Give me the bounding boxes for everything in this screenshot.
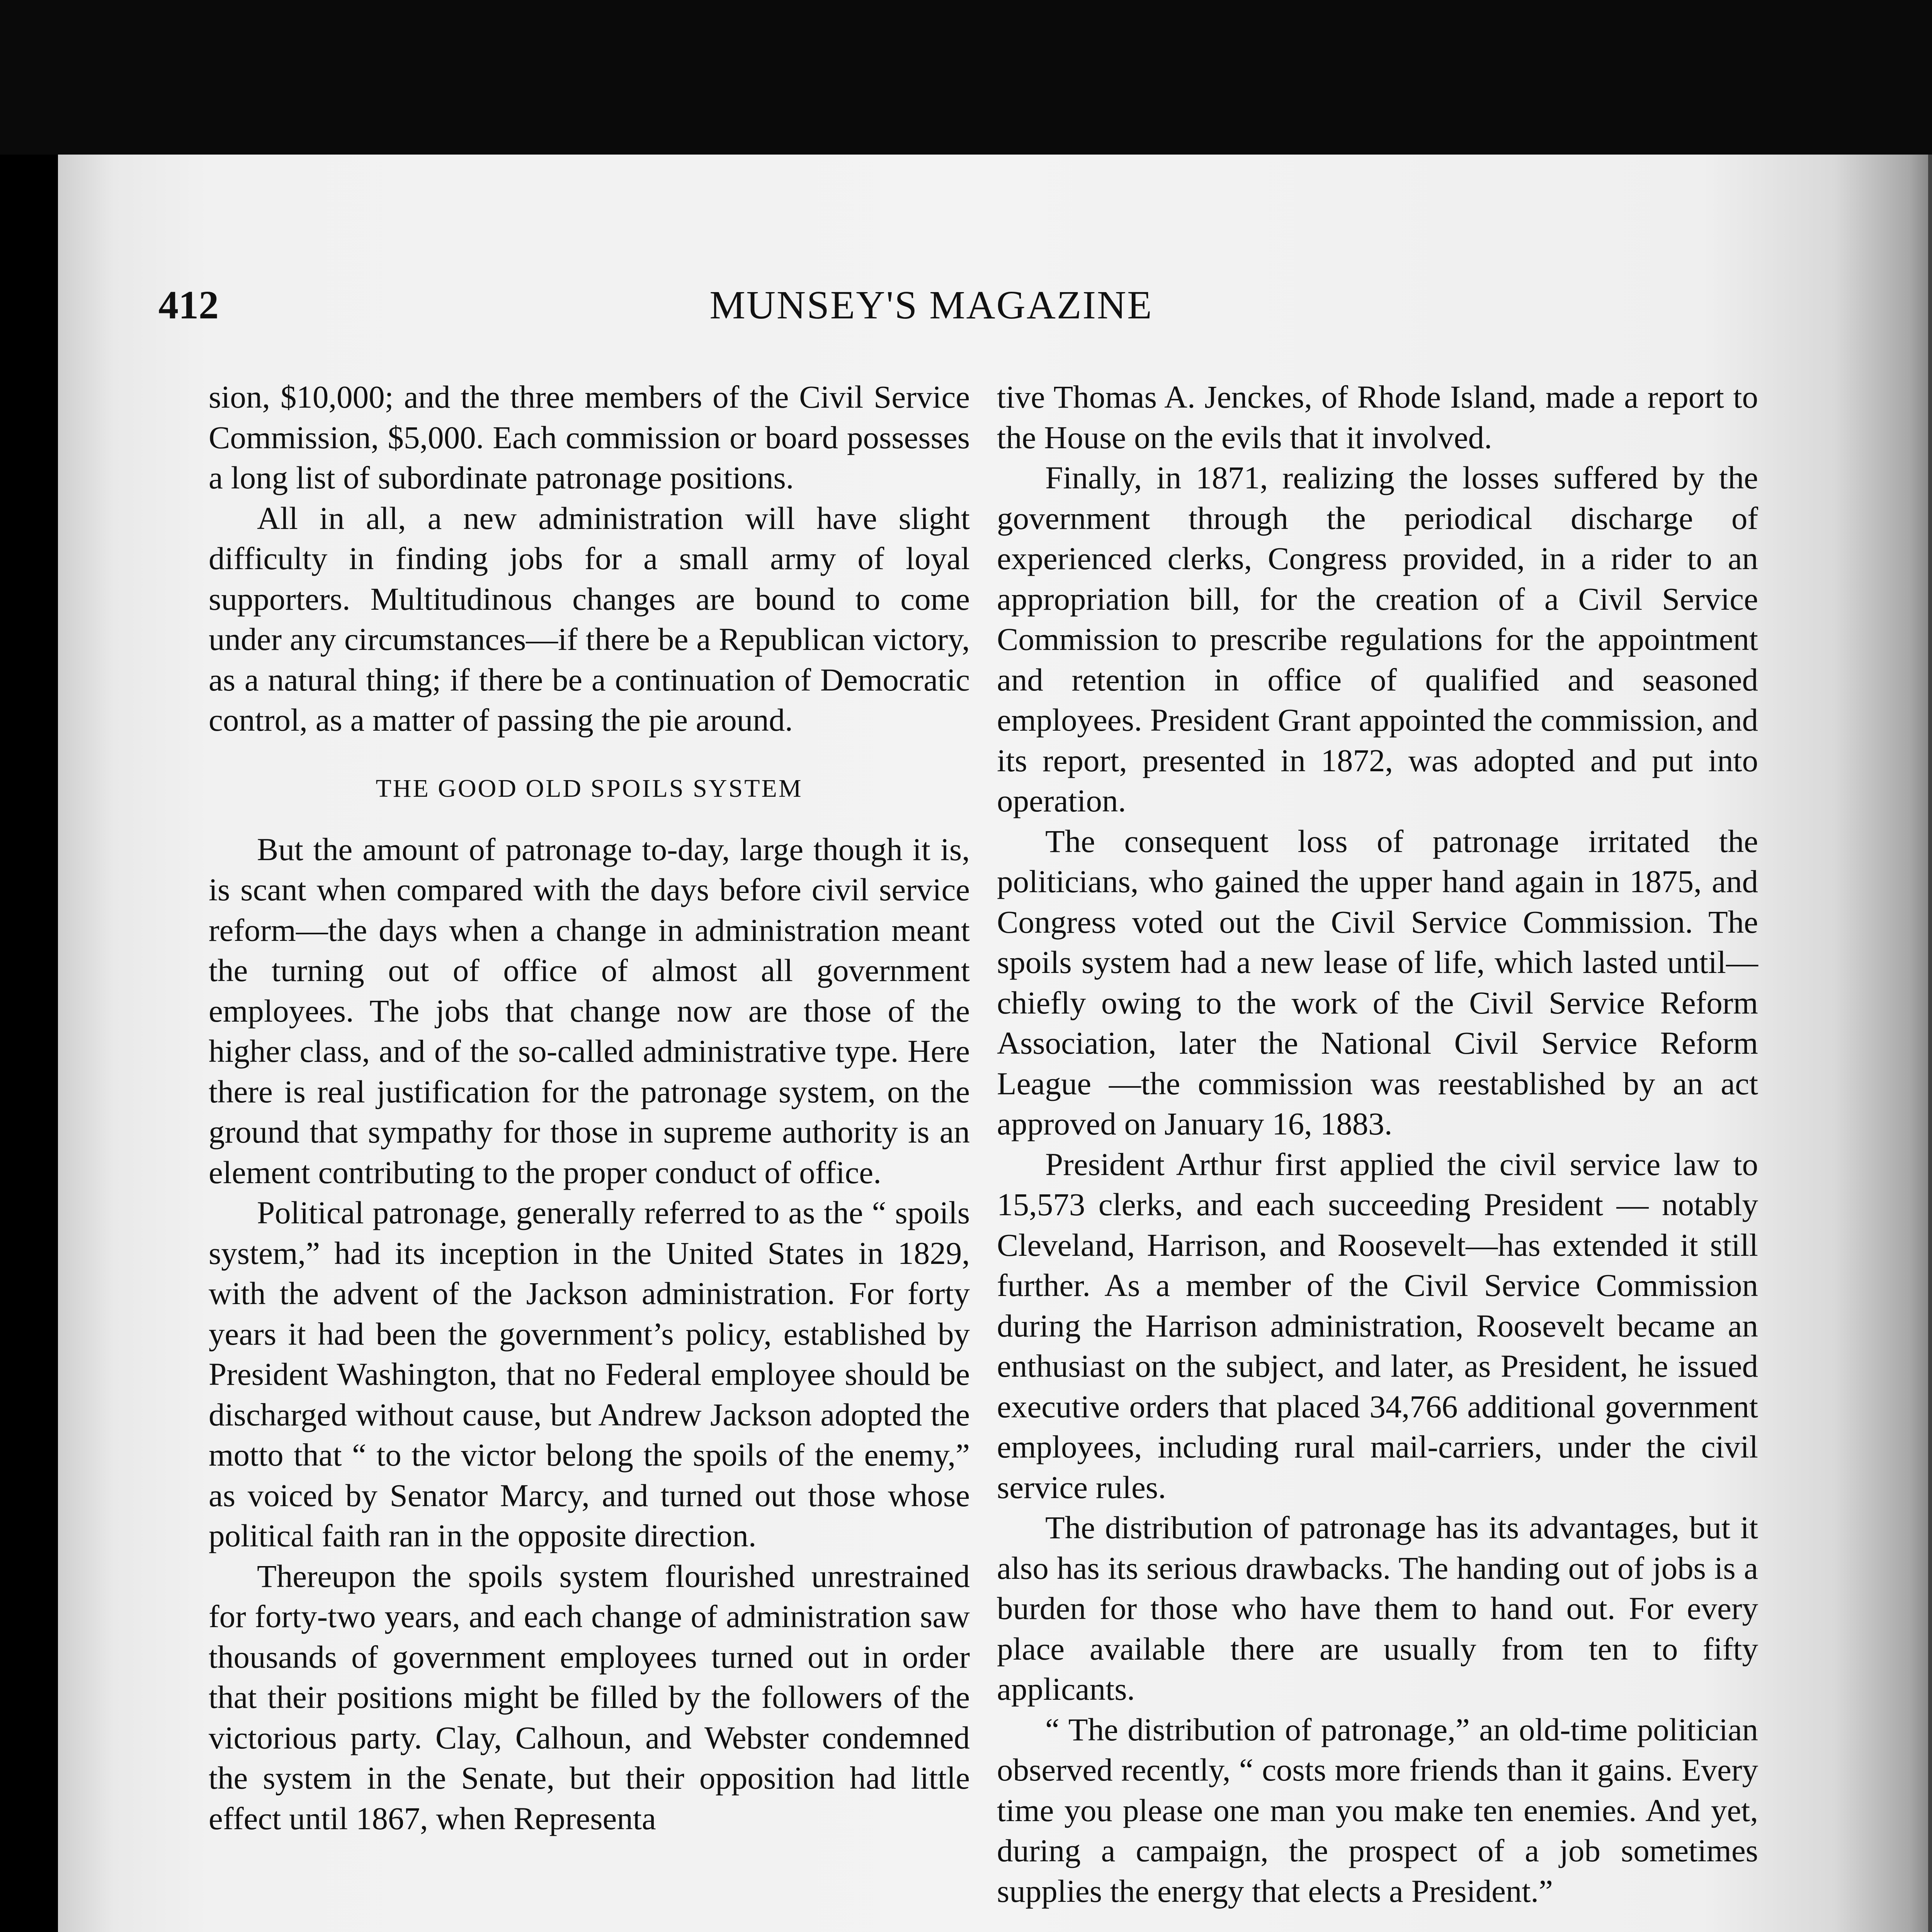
page-number: 412: [158, 283, 219, 327]
page-gutter: [1928, 155, 1932, 1932]
paragraph: “ The distribution of patronage,” an old-time politician observed recently, “ costs more friends than it gains. Every time you please one man you make ten enemies. And yet, during a campaign, the prospect of a job sometimes supplies the energy that elects a President.”: [997, 1711, 1758, 1909]
paragraph: sion, $10,000; and the three members of the Civil Service Commission, $5,000. Each commission or board possesses a long list of subordinate patronage positions.: [209, 379, 970, 495]
paragraph: The distribution of patronage has its advantages, but it also has its serious drawbacks. The handing out of jobs is a burden for those who have them to hand out. For every place available there are usually from ten to fifty applicants.: [997, 1510, 1758, 1707]
paragraph: Political patronage, generally referred to as the “ spoils system,” had its inception in the United States in 1829, with the advent of the Jackson administration. For forty years it had been the government’s policy, established by President Washington, that no Federal employee should be discharged without cause, but Andrew Jackson adopted the motto that “ to the victor belong the spoils of the enemy,” as voiced by Senator Marcy, and turned out those whose political faith ran in the opposite direction.: [209, 1195, 970, 1553]
magazine-title: MUNSEY'S MAGAZINE: [709, 283, 1153, 327]
section-heading: THE GOOD OLD SPOILS SYSTEM: [376, 774, 803, 803]
running-head: [158, 278, 1704, 332]
paragraph: Finally, in 1871, realizing the losses suffered by the government through the periodical discharge of experienced clerks, Congress provided, in a rider to an appropriation bill, for the creation of a Civil Service Commission to prescribe regulations for the appointment and retention in office of qualified and seasoned employees. President Grant appointed the commission, and its report, presented in 1872, was adopted and put into operation.: [997, 460, 1758, 818]
paragraph: All in all, a new administration will have slight difficulty in finding jobs for a small army of loyal supporters. Multitudinous changes are bound to come under any circumstances—if there be a Republican victory, as a natural thing; if there be a continuation of Democratic control, as a matter of passing the pie around.: [209, 500, 970, 738]
paragraph: President Arthur first applied the civil service law to 15,573 clerks, and each succeeding President — notably Cleveland, Harrison, and Roosevelt—has extended it still further. As a member of the Civil Service Commission during the Harrison administration, Roosevelt became an enthusiast on the subject, and later, as President, he issued executive orders that placed 34,766 additional government employees, including rural mail-carriers, under the civil service rules.: [997, 1146, 1758, 1505]
left-column: [209, 377, 970, 1838]
paragraph: tive Thomas A. Jenckes, of Rhode Island, made a report to the House on the evils that it involved.: [997, 379, 1758, 455]
paragraph: The consequent loss of patronage irritated the politicians, who gained the upper hand again in 1875, and Congress voted out the Civil Service Commission. The spoils system had a new lease of life, which lasted until—chiefly owing to the work of the Civil Service Reform Association, later the National Civil Service Reform League —the commission was reestablished by an act approved on January 16, 1883.: [997, 823, 1758, 1141]
paragraph: Thereupon the spoils system flourished unrestrained for forty-two years, and each change of administration saw thousands of government employees turned out in order that their positions might be filled by the followers of the victorious party. Clay, Calhoun, and Webster condemned the system in the Senate, but their opposition had little effect until 1867, when Representa: [209, 1558, 970, 1836]
right-column: [997, 377, 1758, 1911]
scan-background-top: [0, 0, 1932, 155]
paragraph: But the amount of patronage to-day, large though it is, is scant when compared with the days before civil service reform—the days when a change in administration meant the turning out of office of almost all government employees. The jobs that change now are those of the higher class, and of the so-called administrative type. Here there is real justification for the patronage system, on the ground that sympathy for those in supreme authority is an element contributing to the proper conduct of office.: [209, 831, 970, 1190]
